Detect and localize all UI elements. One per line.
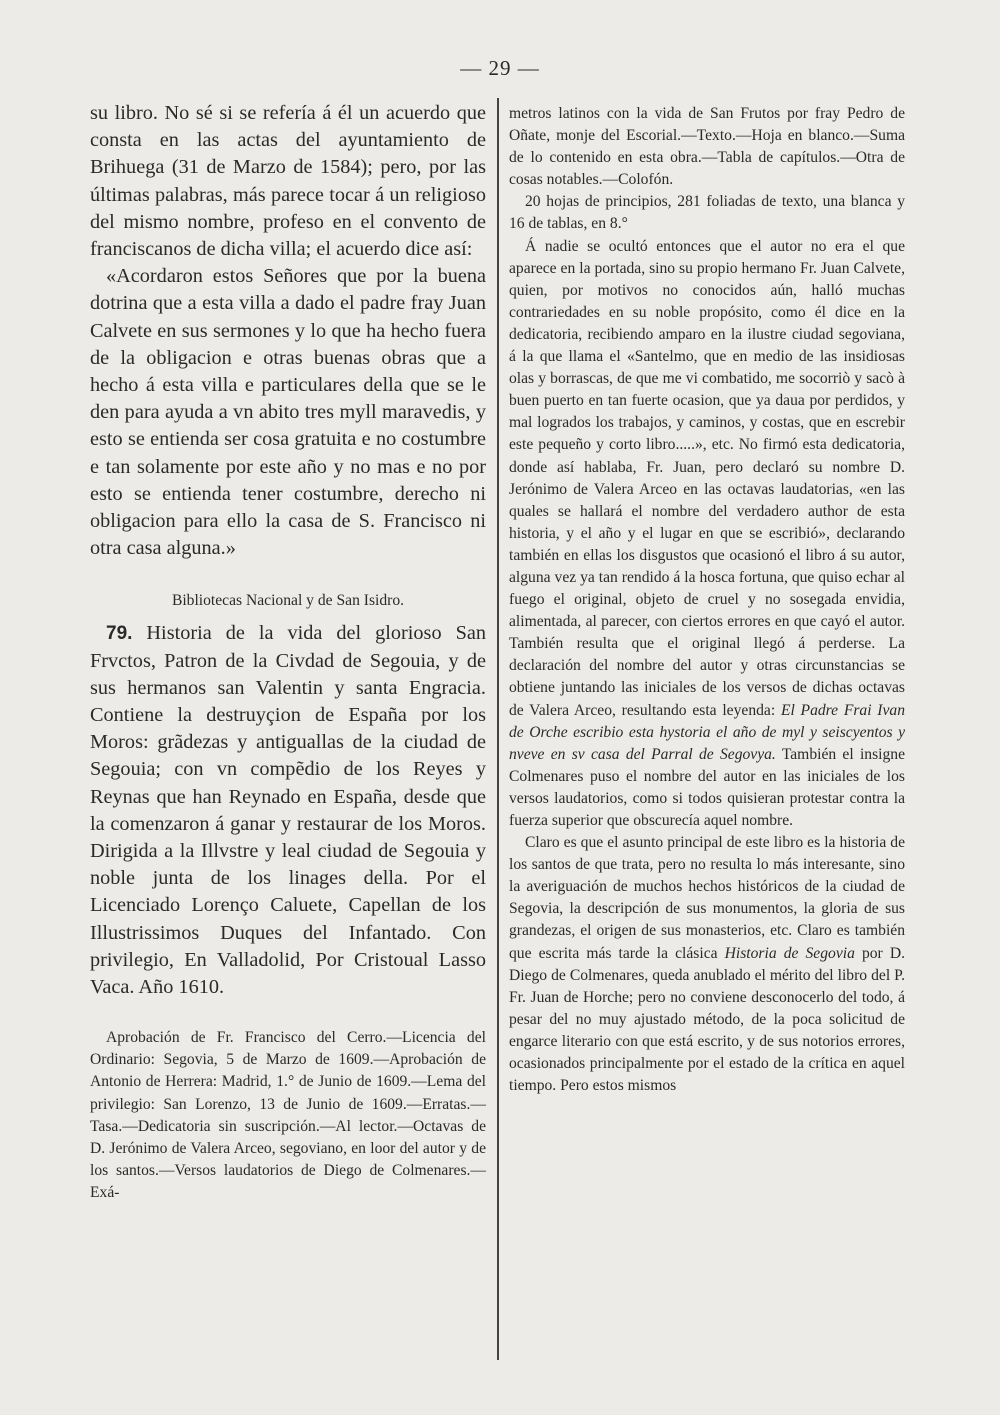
entry-79 <box>90 620 486 1001</box>
paragraph-contents-continued: metros latinos con la vida de San Frutos por fray Pedro de Oñate, monje del Escorial.—Texto.—Hoja en blanco.—Suma de lo contenido en esta obra.—Tabla de capítulos.—Otra de cosas notables.—Colofón. <box>509 105 905 189</box>
authorship-text: Á nadie se ocultó entonces que el autor no era el que aparece en la portada, sino su propio hermano Fr. Juan Calvete, quien, por motivos no conocidos aún, halló muchas contrariedades en su noble propósito, como él dice en la dedicatoria, recibiendo amparo en la ilustre ciudad segoviana, á la que llama el «Santelmo, que en medio de las insidiosas olas y borrascas, de que me vi combatido, me socorriò y sacò à buen puerto en tan fuerte ocasion, que ya daua por perdidos, y mal logrados los trabajos, y caminos, y costas, que en escrebir este pequeño y corto libro.....», etc. No firmó esta dedicatoria, donde así hablaba, Fr. Juan, pero declaró su nombre D. Jerónimo de Valera Arceo en las octavas laudatorias, «en las quales se hallará el nombre del verdadero author de esta historia, y el año y el lugar en que se escribió», declarando también en ellas los disgustos que ocasionó el libro á su autor, alguna vez ya tan rendido á la hosca fortuna, que quiso echar al fuego el original, objeto de cruel y no sosegada envidia, alimentada, al parecer, con ciertos errores en que cayó el autor. También resulta que el original llegó á perderse. La declaración del nombre del autor y otras circunstancias se obtiene juntando las iniciales de los versos de dichas octavas de Valera Arceo, resultando esta leyenda: <box>509 237 905 719</box>
paragraph-authorship <box>509 236 905 833</box>
entry-contents: Aprobación de Fr. Francisco del Cerro.—Licencia del Ordinario: Segovia, 5 de Marzo de 1609.—Aprobación de Antonio de Herrera: Madrid, 1.° de Junio de 1609.—Lema del privilegio: San Lorenzo, 13 de Junio de 1609.—Erratas.—Tasa.—Dedicatoria sin suscripción.—Al lector.—Octavas de D. Jerónimo de Valera Arceo, segoviano, en loor del autor y de los santos.—Versos laudatorios de Diego de Colmenares.—Exá- <box>90 1029 486 1201</box>
entry-title-text: Historia de la vida del glorioso San Frvctos, Patron de la Civdad de Segouia, y de sus hermanos san Valentin y santa Engracia. Contiene la destruyçion de España por los Moros: grãdezas y antiguallas de la ciudad de Segouia; con vn compẽdio de los Reyes y Reynas que han Reynado en España, desde que la comenzaron á ganar y restaurar de los Moros. Dirigida a la Illvstre y leal ciudad de Segouia y noble junta de los linages della. Por el Licenciado Lorenço Caluete, Capellan de los Illustrissimos Duques del Infantado. Con privilegio, En Valladolid, Por Cristoual Lasso Vaca. Año 1610. <box>90 622 486 999</box>
book-title-ref: Historia de Segovia <box>724 944 855 962</box>
library-note: Bibliotecas Nacional y de San Isidro. <box>171 592 405 610</box>
left-column <box>90 100 486 1204</box>
entry-details <box>90 1027 486 1204</box>
column-divider <box>497 98 499 1360</box>
paragraph-assessment <box>509 832 905 1097</box>
assessment-text-a: Claro es que el asunto principal de este libro es la historia de los santos de que trata, pero no resulta lo más interesante, sino la averiguación de muchos hechos históricos de la ciudad de Segovia, la descripción de sus monumentos, la gloria de sus grandezas, el origen de sus monasterios, etc. Claro es también que escrita más tarde la clásica <box>509 834 905 962</box>
authorship-end: También el insigne Colmenares puso el nombre del autor en las iniciales de los versos laudatorios, como si todos quisieran protestar contra la fuerza superior que obscurecía aquel nombre. <box>509 745 905 829</box>
acrostic-legend: El Padre Frai Ivan de Orche escribio esta hystoria el año de myl y seiscyentos y nveve en sv casa del Parral de Segovya. <box>509 701 906 763</box>
left-body <box>90 100 486 562</box>
assessment-text-b: por D. Diego de Colmenares, queda anublado el mérito del libro del P. Fr. Juan de Horche; pero no conviene desconocerlo del todo, á pesar del no muy ajustado método, de la poca solicitud de engarce literario con que está escrito, y de sus notorios errores, ocasionados principalmente por el estado de la crítica en aquel tiempo. Pero estos mismos <box>509 944 905 1095</box>
entry-number: 79. <box>106 623 133 645</box>
right-column <box>509 103 905 1097</box>
quoted-agreement: «Acordaron estos Señores que por la buena dotrina que a esta villa a dado el padre fray Juan Calvete en sus sermones y lo que ha hecho fuera de la obligacion e otras buenas obras que a hecho á esta villa e particulares della que se le den para ayuda a vn abito tres myll maravedis, y esto se entienda ser cosa gratuita e no costumbre e tan solamente por este año y no mas e no por esto se entienda tener costumbre, derecho ni obligacion para ello la casa de S. Francisco ni otra casa alguna.» <box>90 265 486 560</box>
entry-title <box>90 620 486 1001</box>
paragraph-continuation: su libro. No sé si se refería á él un acuerdo que consta en las actas del ayuntamiento de Brihuega (31 de Marzo de 1584); pero, por las últimas palabras, más parece tocar á un religioso del mismo nombre, profeso en el convento de franciscanos de dicha villa; el acuerdo dice así: <box>90 102 486 261</box>
page-number: — 29 — <box>460 56 540 80</box>
paragraph-collation: 20 hojas de principios, 281 foliadas de texto, una blanca y 16 de tablas, en 8.° <box>509 193 905 233</box>
